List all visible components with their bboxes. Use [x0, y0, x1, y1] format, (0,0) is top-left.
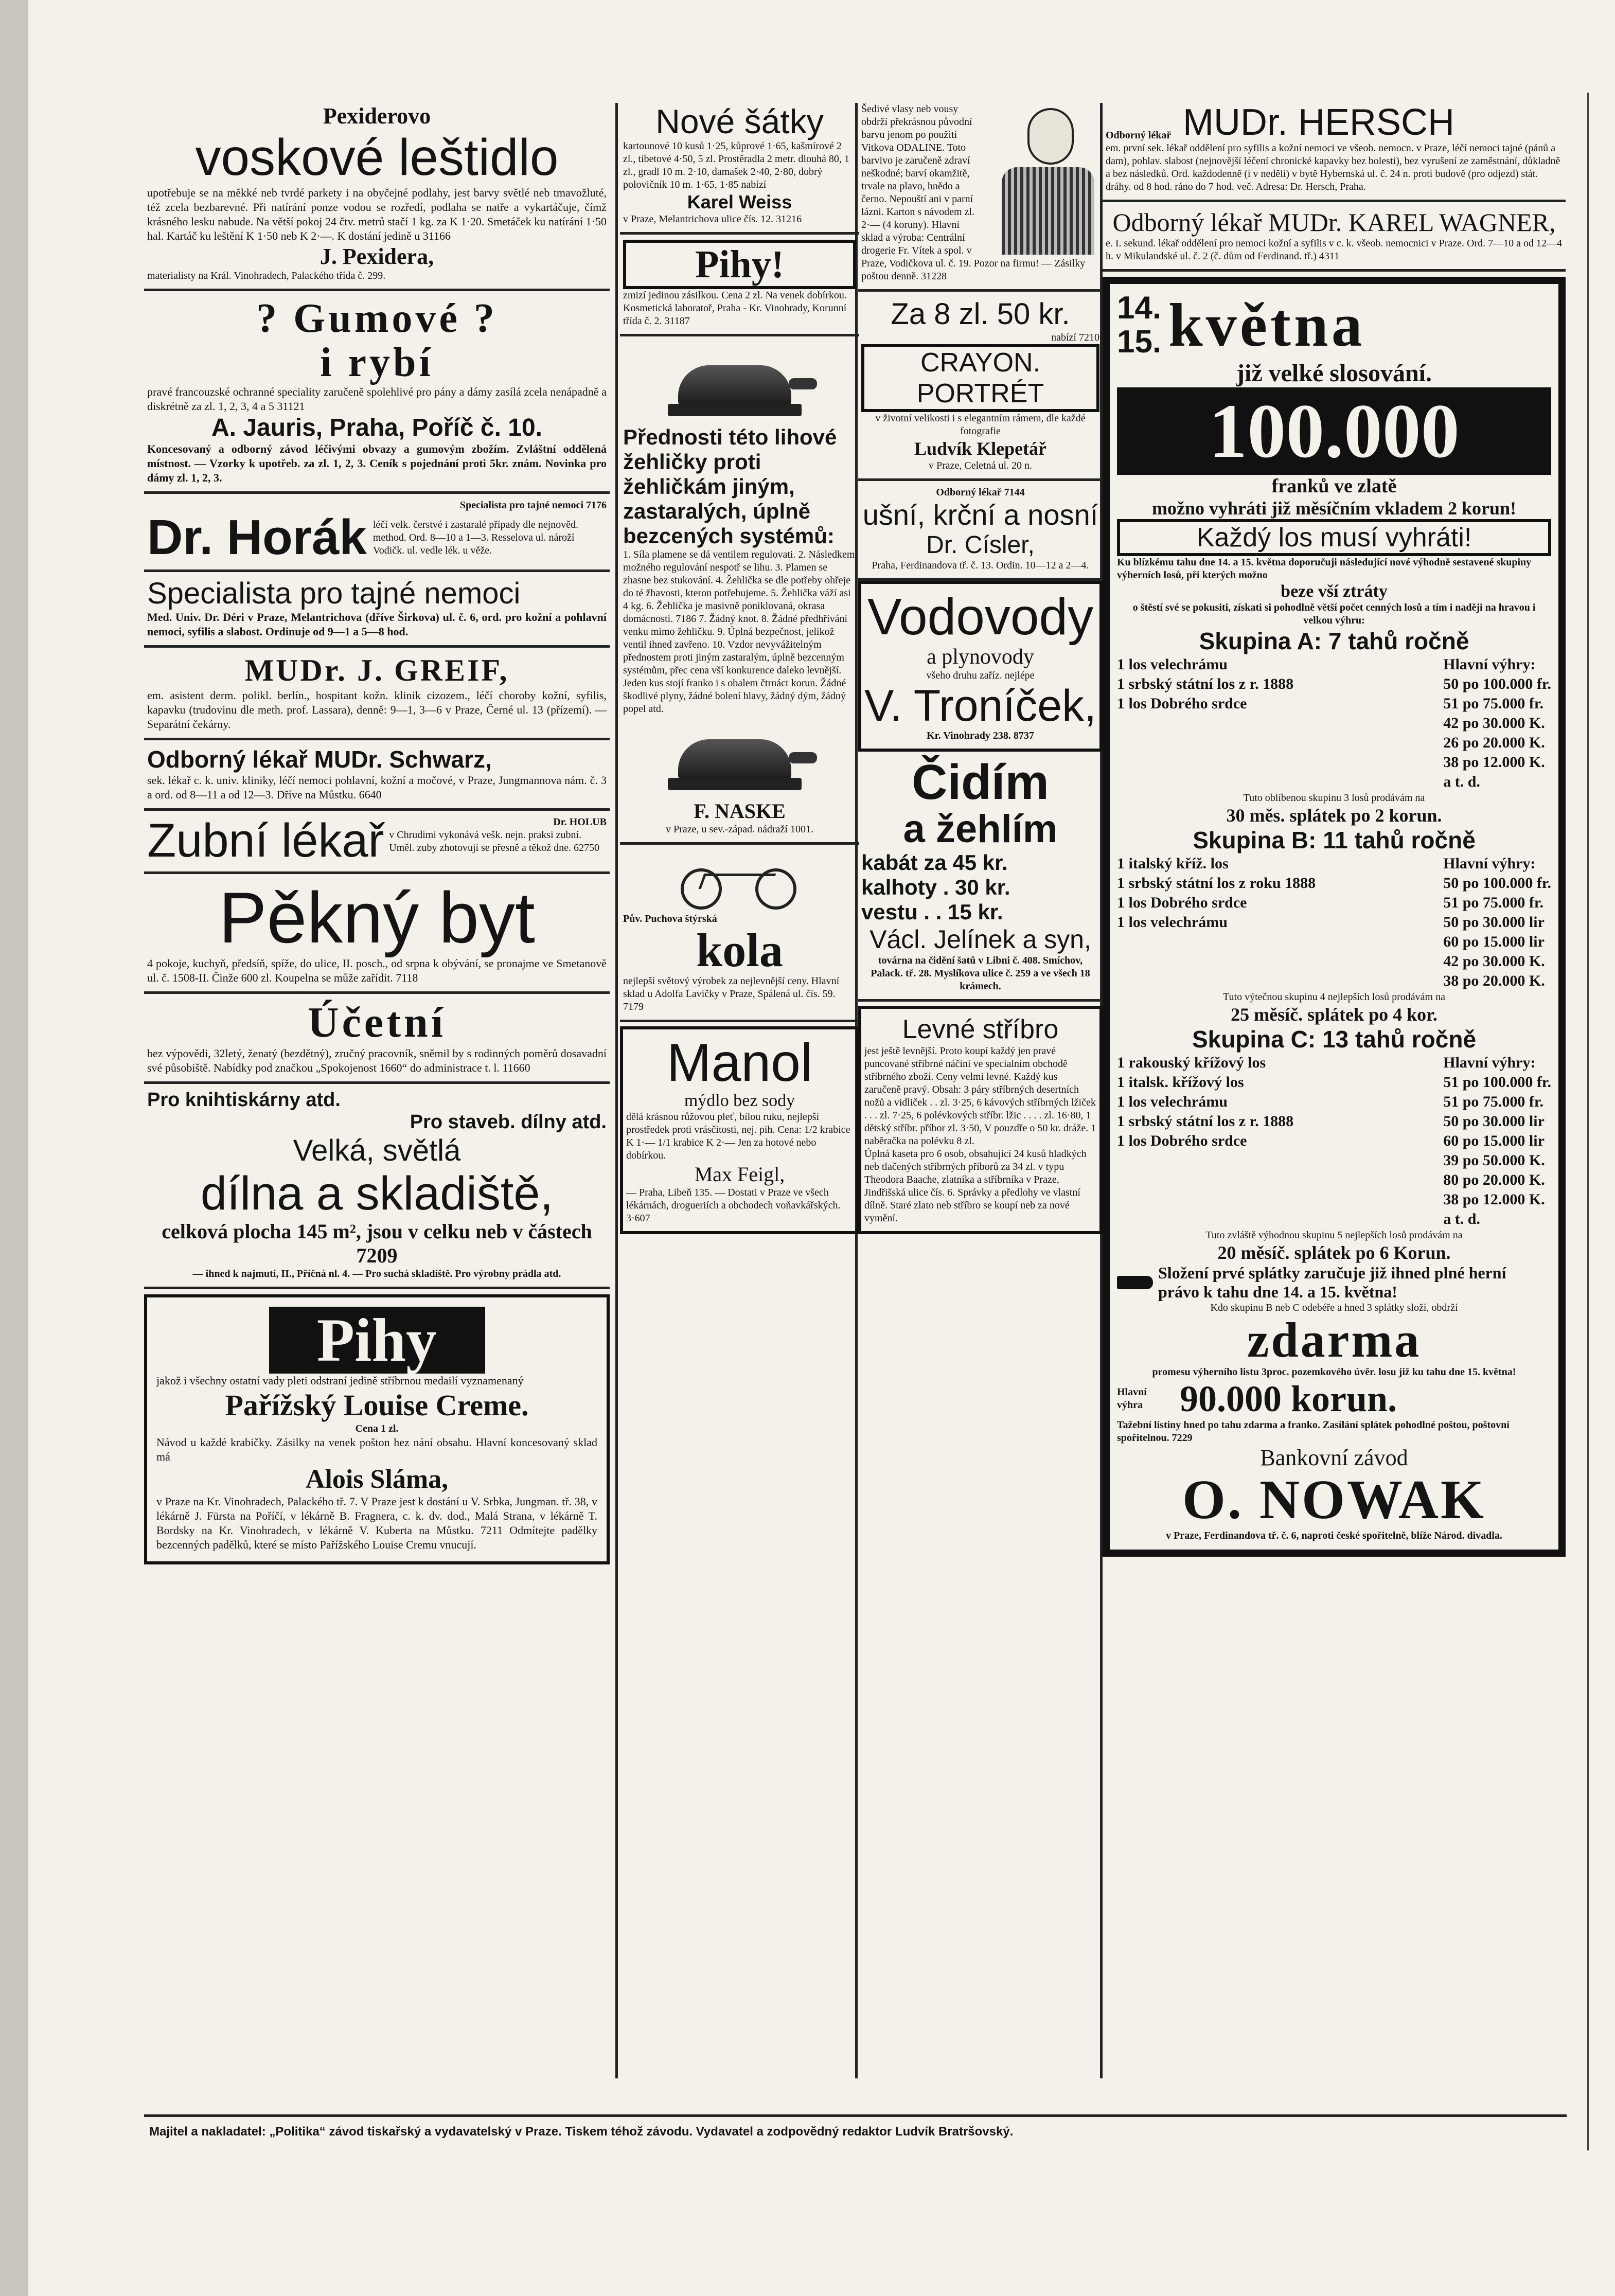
ad-body: nabízí 7210	[1051, 332, 1099, 343]
ad-name: Max Feigl,	[694, 1163, 785, 1186]
ad-vodovody	[858, 581, 1103, 752]
ad-heading: Pexiderovo	[323, 103, 431, 129]
ad-body: — ihned k najmutí, II., Příčná nl. 4. — Pro suchá skladiště. Pro výrobny prádla atd.	[192, 1268, 561, 1279]
ad-body: beze vší ztráty	[1281, 582, 1388, 601]
ad-body: pravé francouzské ochranné speciality zaručeně spolehlivé pro pány a dámy zasílá zcela nenápadně a diskrétně za zl. 1, 2, 3, 4 a 5 31121	[147, 385, 607, 413]
ad-name: Karel Weiss	[687, 191, 792, 212]
footer-rule	[144, 2114, 1567, 2117]
ad-subtitle: a plynovody	[927, 645, 1034, 669]
ad-body: Úplná kaseta pro 6 osob, obsahující 24 kusů hladkých neb tlačených stříbrných příborů za 34 zl. v typu Theodora Baache, zlatníka a stříbrníka v Praze, Jindřišská ulice čís. 6. Správky a předlohy ve vlastní dílně. Staré zlato neb stříbro se koupí neb za nové vymění.	[864, 1148, 1087, 1224]
ad-body: franků ve zlatě	[1271, 475, 1397, 497]
ad-heading: Odborný lékař	[1106, 130, 1172, 141]
group-a-installments: 30 měs. splátek po 2 korun.	[1226, 805, 1442, 826]
ad-body: v životní velikosti i s elegantním rámem, dle každé fotografie	[875, 413, 1086, 437]
ad-hersch	[1103, 98, 1566, 202]
ad-body: Ku blízkému tahu dne 14. a 15. května doporučuji následující nové výhodně sestavené skupiny výherních losů, při kterých možno	[1117, 557, 1532, 581]
group-b-title: Skupina B: 11 tahů ročně	[1193, 827, 1476, 853]
ad-address: v Praze, Ferdinandova tř. č. 6, naproti české spořitelně, blíže Národ. divadla.	[1166, 1530, 1502, 1541]
ad-address: Praha, Ferdinandova tř. č. 13. Ordin. 10—12 a 2—4.	[872, 560, 1089, 571]
ad-body: možno vyhráti již měsíčním vkladem 2 korun!	[1152, 498, 1516, 519]
ad-body: Šedivé vlasy neb vousy obdrží překrásnou původní barvu jenom po použití Vitkova ODALINE. Toto barvivo je zaručeně zdraví neškodné; barví okamžitě, trvale na plavo, hnědo a černo. Nepouští ani v parní lázni. Karton s návodem zl. 2·— (4 koruny). Hlavní sklad a výroba: Centrální drogerie Fr. Vítek a spol. v Praze, Vodičkova ul. č. 19. Pozor na firmu! — Zásilky poštou denně. 31228	[861, 103, 1086, 282]
ad-title: Za 8 zl. 50 kr.	[891, 297, 1070, 331]
group-a-note: Tuto oblíbenou skupinu 3 losů prodávám na	[1243, 792, 1425, 804]
ad-heading: Odborný lékař 7144	[936, 487, 1025, 498]
group-b-table	[1117, 854, 1551, 991]
imprint-footer: Majitel a nakladatel: „Politika“ závod tiskařský a vydavatelský v Praze. Tiskem téhož závodu. Vydavatel a zodpovědný redaktor Ludvík Bratršovský.	[149, 2125, 1014, 2139]
ad-horak	[144, 494, 610, 572]
ad-body: kalhoty . 30 kr.	[861, 875, 1010, 899]
ad-label: Hlavní výhra	[1117, 1386, 1147, 1411]
pointing-hand-icon	[1117, 1276, 1153, 1289]
ad-body: léčí velk. čerstvé i zastaralé případy dle nejnověd. method. Ord. 8—10 a 1—3. Resselova ul. nároží Vodičk. ul. vedle lék. u věže.	[372, 519, 579, 556]
ad-heading: Pův. Puchova štýrská	[623, 913, 717, 924]
group-c-prizes: Hlavní výhry: 51 po 100.000 fr. 51 po 75.000 fr. 50 po 30.000 lir 60 po 15.000 lir 39 po 50.000 K. 80 po 20.000 K. 38 po 12.000 K. a t. d.	[1443, 1054, 1551, 1227]
ad-body: e. I. sekund. lékař oddělení pro nemoci kožní a syfilis v c. k. všeob. nemocnici v Praze. Ord. 7—10 a od 12—4 h. v Mikulandské ul. č. 2 (č. dům od Ferdinand. tř.) 4311	[1106, 238, 1563, 262]
ad-title: ušní, krční a nosní	[862, 499, 1098, 531]
ad-amount: 90.000 korun.	[1180, 1378, 1397, 1419]
ad-title: Zubní lékař	[147, 814, 384, 867]
ad-body: kartounové 10 kusů 1·25, kůprové 1·65, kašmírové 2 zl., tibetové 4·50, 5 zl. Prostěradla 2 metr. dlouhá 80, 1 zl., gradl 10 m. 2·10, damašek 2·40, 2·80, dobrý polovičník 10 m. 1·65, 1·85 nabízí	[623, 140, 849, 190]
ad-title: ? Gumové ?	[256, 296, 498, 341]
column-4	[1103, 98, 1566, 2156]
ad-body: Koncesovaný a odborný závod léčivými obvazy a gumovým zbožím. Zvláštní oddělená místnost. — Vzorky k upotřeb. za zl. 1, 2, 3. Ceník s pojednání proti 5kr. znám. Novinka pro dámy zl. 1, 2, 3.	[147, 442, 607, 484]
ad-body: em. asistent derm. polikl. berlín., hospitant kožn. klinik cizozem., léčí choroby kožní, syfilis, kapavku (trudovinu dle meth. prof. Lassara), denně: 9—1, 3—6 v Praze, Černé ul. 13 (přízemí). — Separátní čekárny.	[147, 689, 607, 731]
ad-body: upotřebuje se na měkké neb tvrdé parkety i na obyčejné podlahy, jest barvy světlé neb tmavožluté, též zcela bezbarevné. Při natírání ponze vodou se rozředí, podlaha se natře a vykartáčuje, čímž krásného lesku nabude. Na větší pokoj 24 čtv. metrů stačí 1 kg. za K 1·20. Smetáček ku natírání 1·50 hal. Kartáč ku leštění K 1·50 neb K 2·—. K dostání jedině u 31166	[147, 186, 607, 242]
ad-body: v Chrudimi vykonává vešk. nejn. praksi zubní. Uměl. zuby zhotovují se přesně a těkož dne. 62750	[389, 829, 600, 853]
ad-gumove	[144, 291, 610, 494]
ad-title: května	[1168, 291, 1365, 359]
ad-name: Ludvík Klepetář	[914, 438, 1047, 459]
ad-title: Čidím	[912, 755, 1049, 810]
ad-subtitle: Bankovní závod	[1260, 1445, 1408, 1470]
column-1	[144, 98, 610, 2156]
ad-body: Med. Univ. Dr. Déri v Praze, Melantrichova (dříve Širkova) ul. č. 6, ord. pro kožní a pohlavní nemoci, syfilis a slabost. Ordinuje od 9—1 a 5—8 hod.	[147, 611, 607, 638]
column-rule	[615, 103, 618, 2078]
group-a-table	[1117, 655, 1551, 792]
ad-body: v Praze na Kr. Vinohradech, Palackého tř. 7. V Praze jest k dostání u V. Srbka, Jungman. tř. 38, v lékárně J. Fürsta na Poříčí, v lékárně B. Fragnera, c. k. dv. dod., Malá Strana, v lékárně T. Bordsky na Kr. Vinohradech, v lékárně V. Kuberta na Můstku. 7211 Odmítejte padělky bezcenných padělků, které se místo Pařížského Louise Cremu vnucují.	[156, 1495, 597, 1551]
ad-title: Přednosti této lihové žehličky proti žehličkám jiným, zastaralých, úplně bezcených systémů:	[623, 425, 837, 548]
ad-title: Manol	[666, 1033, 813, 1093]
ad-dilna	[144, 1084, 610, 1289]
ad-stribro	[858, 1006, 1103, 1234]
ad-body: zmizí jedinou zásilkou. Cena 2 zl. Na venek dobírkou. Kosmetická laboratoř, Praha - Kr. Vinohrady, Korunní třída č. 2. 31187	[623, 290, 847, 327]
ad-title: a žehlím	[903, 807, 1058, 851]
ad-holub	[144, 811, 610, 874]
ad-title: dílna a skladiště,	[200, 1167, 554, 1220]
ad-body: promesu výherního listu 3proc. pozemkového úvěr. losu již ku tahu dne 15. května!	[1152, 1366, 1516, 1378]
ad-satky	[620, 98, 859, 235]
ad-title: CRAYON. PORTRÉT	[861, 344, 1099, 412]
ad-title: zdarma	[1247, 1312, 1422, 1367]
ad-pexidera	[144, 98, 610, 291]
column-2	[620, 98, 859, 2156]
ad-body: Složení prvé splátky zaručuje již ihned plné herní právo k tahu dne 14. a 15. května!	[1158, 1263, 1506, 1301]
column-3	[858, 98, 1103, 2156]
ad-heading: Pro staveb. dílny atd.	[410, 1111, 607, 1133]
ad-body: Tažební listiny hned po tahu zdarma a franko. Zasílání splátek pohodlné poštou, poštovní spořitelnou. 7229	[1117, 1419, 1510, 1444]
ad-title: Vodovody	[867, 588, 1094, 646]
ad-crayon	[858, 292, 1103, 481]
ad-body: sek. lékař c. k. univ. kliniky, léčí nemoci pohlavní, kožní a močové, v Praze, Jungmannova nám. č. 3 a ord. od 8—11 a od 12—3. Dříve na Můstku. 6640	[147, 774, 607, 801]
ad-byt	[144, 874, 610, 994]
ad-name: J. Pexidera,	[320, 244, 434, 269]
ad-body: o štěstí své se pokusiti, získati si pohodlně větší počet cenných losů a tím i naději na hravou i velkou výhru:	[1132, 602, 1536, 626]
ad-body: 1. Síla plamene se dá ventilem regulovati. 2. Následkem možného regulování nespotř se lihu. 3. Plamen se zhasne bez stukování. 4. Žehlička se dle potřeby ohřeje do té žhavosti, kteron potřebujeme. 5. Žehlička váží asi 4 kg. 6. Žehlička je masivně poniklovaná, okrasa domácnosti. 7186 7. Žádný knot. 8. Žádné předhřívání venku mimo žehličku. 9. Úplná bezpečnost, jelikož ventil ihned zavřeno. 10. Vzdor nevyvážitelným přednostem proti jiným zastaralým, úplně bezcenným systémům, přec cena vší konkurence daleko levnější. Jeden kus stojí franko i s obalem čtrnáct korun. Žádné škodlivé plyny, žádné bolení hlavy, žádný dým, žádný popel atd.	[623, 549, 855, 715]
ad-subtitle: Velká, světlá	[293, 1134, 461, 1167]
ad-title: kola	[696, 924, 783, 976]
ad-title: Pěkný byt	[219, 877, 535, 958]
margin-rule	[1587, 93, 1589, 2150]
bicycle-illustration	[681, 853, 799, 910]
ad-name: O. NOWAK	[1182, 1469, 1486, 1530]
ad-name: Václ. Jelínek a syn,	[869, 925, 1091, 954]
ad-name: A. Jauris, Praha, Poříč č. 10.	[211, 414, 542, 441]
group-a-title: Skupina A: 7 tahů ročně	[1199, 628, 1469, 654]
ad-name: V. Troníček,	[864, 681, 1096, 731]
ad-body: Návod u každé krabičky. Zásilky na venek pošton hez nání obsahu. Hlavní koncesovaný sklad má	[156, 1436, 597, 1463]
group-b-prizes: Hlavní výhry: 50 po 100.000 fr. 51 po 75.000 fr. 50 po 30.000 lir 60 po 15.000 lir 42 po 30.000 K. 38 po 20.000 K.	[1443, 855, 1551, 989]
ad-wagner	[1103, 202, 1566, 272]
ad-body: kabát za 45 kr.	[861, 850, 1008, 875]
group-c-table	[1117, 1053, 1551, 1229]
group-a-prizes: Hlavní výhry: 50 po 100.000 fr. 51 po 75.000 fr. 42 po 30.000 K. 26 po 20.000 K. 38 po 12.000 K. a t. d.	[1443, 656, 1551, 790]
ad-manol	[620, 1026, 859, 1234]
ad-address: v Praze, Melantrichova ulice čís. 12. 31216	[623, 213, 802, 225]
ad-price: Cena 1 zl.	[355, 1423, 399, 1434]
ad-title: Odborný lékař MUDr. KAREL WAGNER,	[1112, 208, 1556, 237]
ad-heading: Pro knihtiskárny atd.	[147, 1089, 341, 1111]
ad-title: voskové leštidlo	[195, 129, 559, 186]
ad-body: vestu . . 15 kr.	[861, 900, 1003, 924]
ad-schwarz	[144, 740, 610, 811]
ad-body: všeho druhu zaříz. nejlépe	[926, 670, 1035, 681]
ad-name: Dr. HOLUB	[553, 816, 607, 828]
ad-body: 4 pokoje, kuchyň, předsíň, spíže, do ulice, II. posch., od srpna k obývání, se pronajme ve Smetanově ul. č. 1508-II. Činže 600 zl. Koupelna se může zařídit. 7118	[147, 957, 607, 984]
ad-title: Nové šátky	[655, 102, 824, 140]
ad-zehlicka	[620, 336, 859, 845]
group-c-note: Tuto zvláště výhodnou skupinu 5 nejlepších losů prodávám na	[1205, 1230, 1463, 1241]
ad-body: dělá krásnou růžovou pleť, bílou ruku, nejlepší prostředek proti vrásčitosti, nej. pih. Cena: 1/2 krabice K 1·— 1/1 krabice K 2·— Jen za hotové nebo dobírkou.	[626, 1111, 850, 1161]
ad-name: F. NASKE	[694, 799, 786, 823]
ad-pihy	[620, 235, 859, 336]
ad-cidim	[858, 752, 1103, 1002]
ad-body: bez výpovědi, 32letý, ženatý (bezdětný), zručný pracovník, sněmil by s rodinných poměrů dosavadní své působiště. Nabídky pod značkou „Spokojenost 1660“ do administrace t. l. 11660	[147, 1047, 607, 1074]
ad-body: Kdo skupinu B neb C odebéře a hned 3 splátky složí, obdrží	[1210, 1302, 1458, 1313]
ad-address: Kr. Vinohrady 238. 8737	[927, 730, 1034, 741]
ad-title: Pihy!	[623, 240, 856, 289]
iron-illustration	[663, 719, 817, 796]
ad-nowak-lottery	[1103, 277, 1566, 1557]
ad-address: v Praze, Celetná ul. 20 n.	[928, 460, 1033, 471]
ad-address: materialisty na Král. Vinohradech, Palackého třída č. 299.	[147, 270, 386, 281]
ad-greif	[144, 648, 610, 740]
ad-body: jakož i všechny ostatní vady pleti odstraní jedině stříbrnou medailí vyznamenaný	[156, 1374, 524, 1387]
ad-body: nejlepší světový výrobek za nejlevnější ceny. Hlavní sklad u Adolfa Lavičky v Praze, Spálená ul. čís. 59. 7179	[623, 975, 840, 1012]
ad-title: Levné stříbro	[902, 1014, 1059, 1044]
ad-ucetni	[144, 994, 610, 1084]
ad-pihy-louise	[144, 1294, 610, 1564]
group-a-items: 1 los velechrámu 1 srbský státní los z r. 1888 1 los Dobrého srdce	[1117, 656, 1294, 712]
ad-title: MUDr. J. GREIF,	[244, 653, 509, 687]
ad-subtitle: mýdlo bez sody	[684, 1091, 795, 1110]
ad-title: Účetní	[307, 999, 447, 1046]
ad-title: Pihy	[269, 1307, 485, 1374]
ad-odaline	[858, 98, 1103, 292]
ad-amount: 100.000	[1117, 387, 1551, 475]
ad-specialista	[144, 572, 610, 648]
ad-body: — Praha, Libeň 135. — Dostati v Praze ve všech lékárnách, drogueriích a obchodech voňavkářských. 3·607	[626, 1187, 841, 1224]
ad-title: Odborný lékař MUDr. Schwarz,	[147, 746, 492, 773]
ad-name: Pařížský Louise Creme.	[225, 1389, 529, 1422]
ad-title: Specialista pro tajné nemoci	[147, 577, 521, 610]
ad-heading: Specialista pro tajné nemoci 7176	[459, 500, 607, 511]
ad-body: jest ještě levnější. Proto koupí každý jen pravé puncované stříbrné náčiní ve specialním obchodě stříbrného zboží. Ceny velmi levné. Každý kus zaručeně pravý. Obsah: 3 páry stříbrných desertních nožů a vidliček . . zl. 3·25, 6 kávových stříbrných lžiček . . . zl. 7·25, 6 polévkových stříbr. lžic . . . . zl. 16·80, 1 dětský stříbr. příbor zl. 3·50, V pouzdře o 50 kr. dráže. 1 naběračka na polévku 8 zl.	[864, 1045, 1096, 1147]
group-c-items: 1 rakouský křížový los 1 italsk. křížový los 1 los velechrámu 1 srbský státní los z r. 1888 1 los Dobrého srdce	[1117, 1054, 1294, 1149]
ad-body: em. první sek. lékař oddělení pro syfilis a kožní nemoci ve všeob. nemocn. v Praze, léčí nemoci tajné (pánů a dam), pohlav. slabost (nejnovější léčení chronické kapavky bez bolesti), bez vyrušení ze zaměstnání, důkladně a bez následků. Ord. každodenně (i v neděli) v bytě Hybernská ul. č. 24 n. proti budově (pro odjezd) stát. dráhy. od 8 hod. ráno do 7 hod. več. Adresa: Dr. Hersch, Praha.	[1106, 143, 1560, 192]
group-b-installments: 25 měsíč. splátek po 4 kor.	[1231, 1004, 1437, 1025]
ad-title: Dr. Horák	[147, 510, 367, 565]
ad-name: Alois Sláma,	[305, 1465, 449, 1494]
ad-date: 14. 15.	[1117, 290, 1162, 360]
man-illustration	[986, 103, 1099, 257]
group-b-note: Tuto výtečnou skupinu 4 nejlepších losů prodávám na	[1223, 991, 1445, 1003]
ad-title: MUDr. HERSCH	[1183, 102, 1455, 143]
group-c-installments: 20 měsíč. splátek po 6 Korun.	[1217, 1242, 1451, 1263]
ad-address: v Praze, u sev.-západ. nádraží 1001.	[666, 824, 813, 835]
page-edge	[0, 0, 28, 2296]
group-c-title: Skupina C: 13 tahů ročně	[1192, 1026, 1477, 1053]
ad-title: i rybí	[320, 340, 434, 385]
ad-address: továrna na čidění šatů v Libni č. 408. Smíchov, Palack. tř. 28. Myslíkova ulice č. 259 a ve všech 18 krámech.	[871, 955, 1090, 992]
ad-body: celková plocha 145 m², jsou v celku neb v částech 7209	[162, 1220, 592, 1267]
ad-name: Dr. Císler,	[926, 531, 1035, 559]
ad-subtitle: již velké slosování.	[1236, 360, 1432, 387]
ad-cisler	[858, 481, 1103, 581]
ad-slogan: Každý los musí vyhráti!	[1117, 519, 1551, 556]
iron-illustration	[663, 345, 817, 422]
ad-kola	[620, 845, 859, 1022]
group-b-items: 1 italský kříž. los 1 srbský státní los z roku 1888 1 los Dobrého srdce 1 los velechrámu	[1117, 855, 1316, 931]
